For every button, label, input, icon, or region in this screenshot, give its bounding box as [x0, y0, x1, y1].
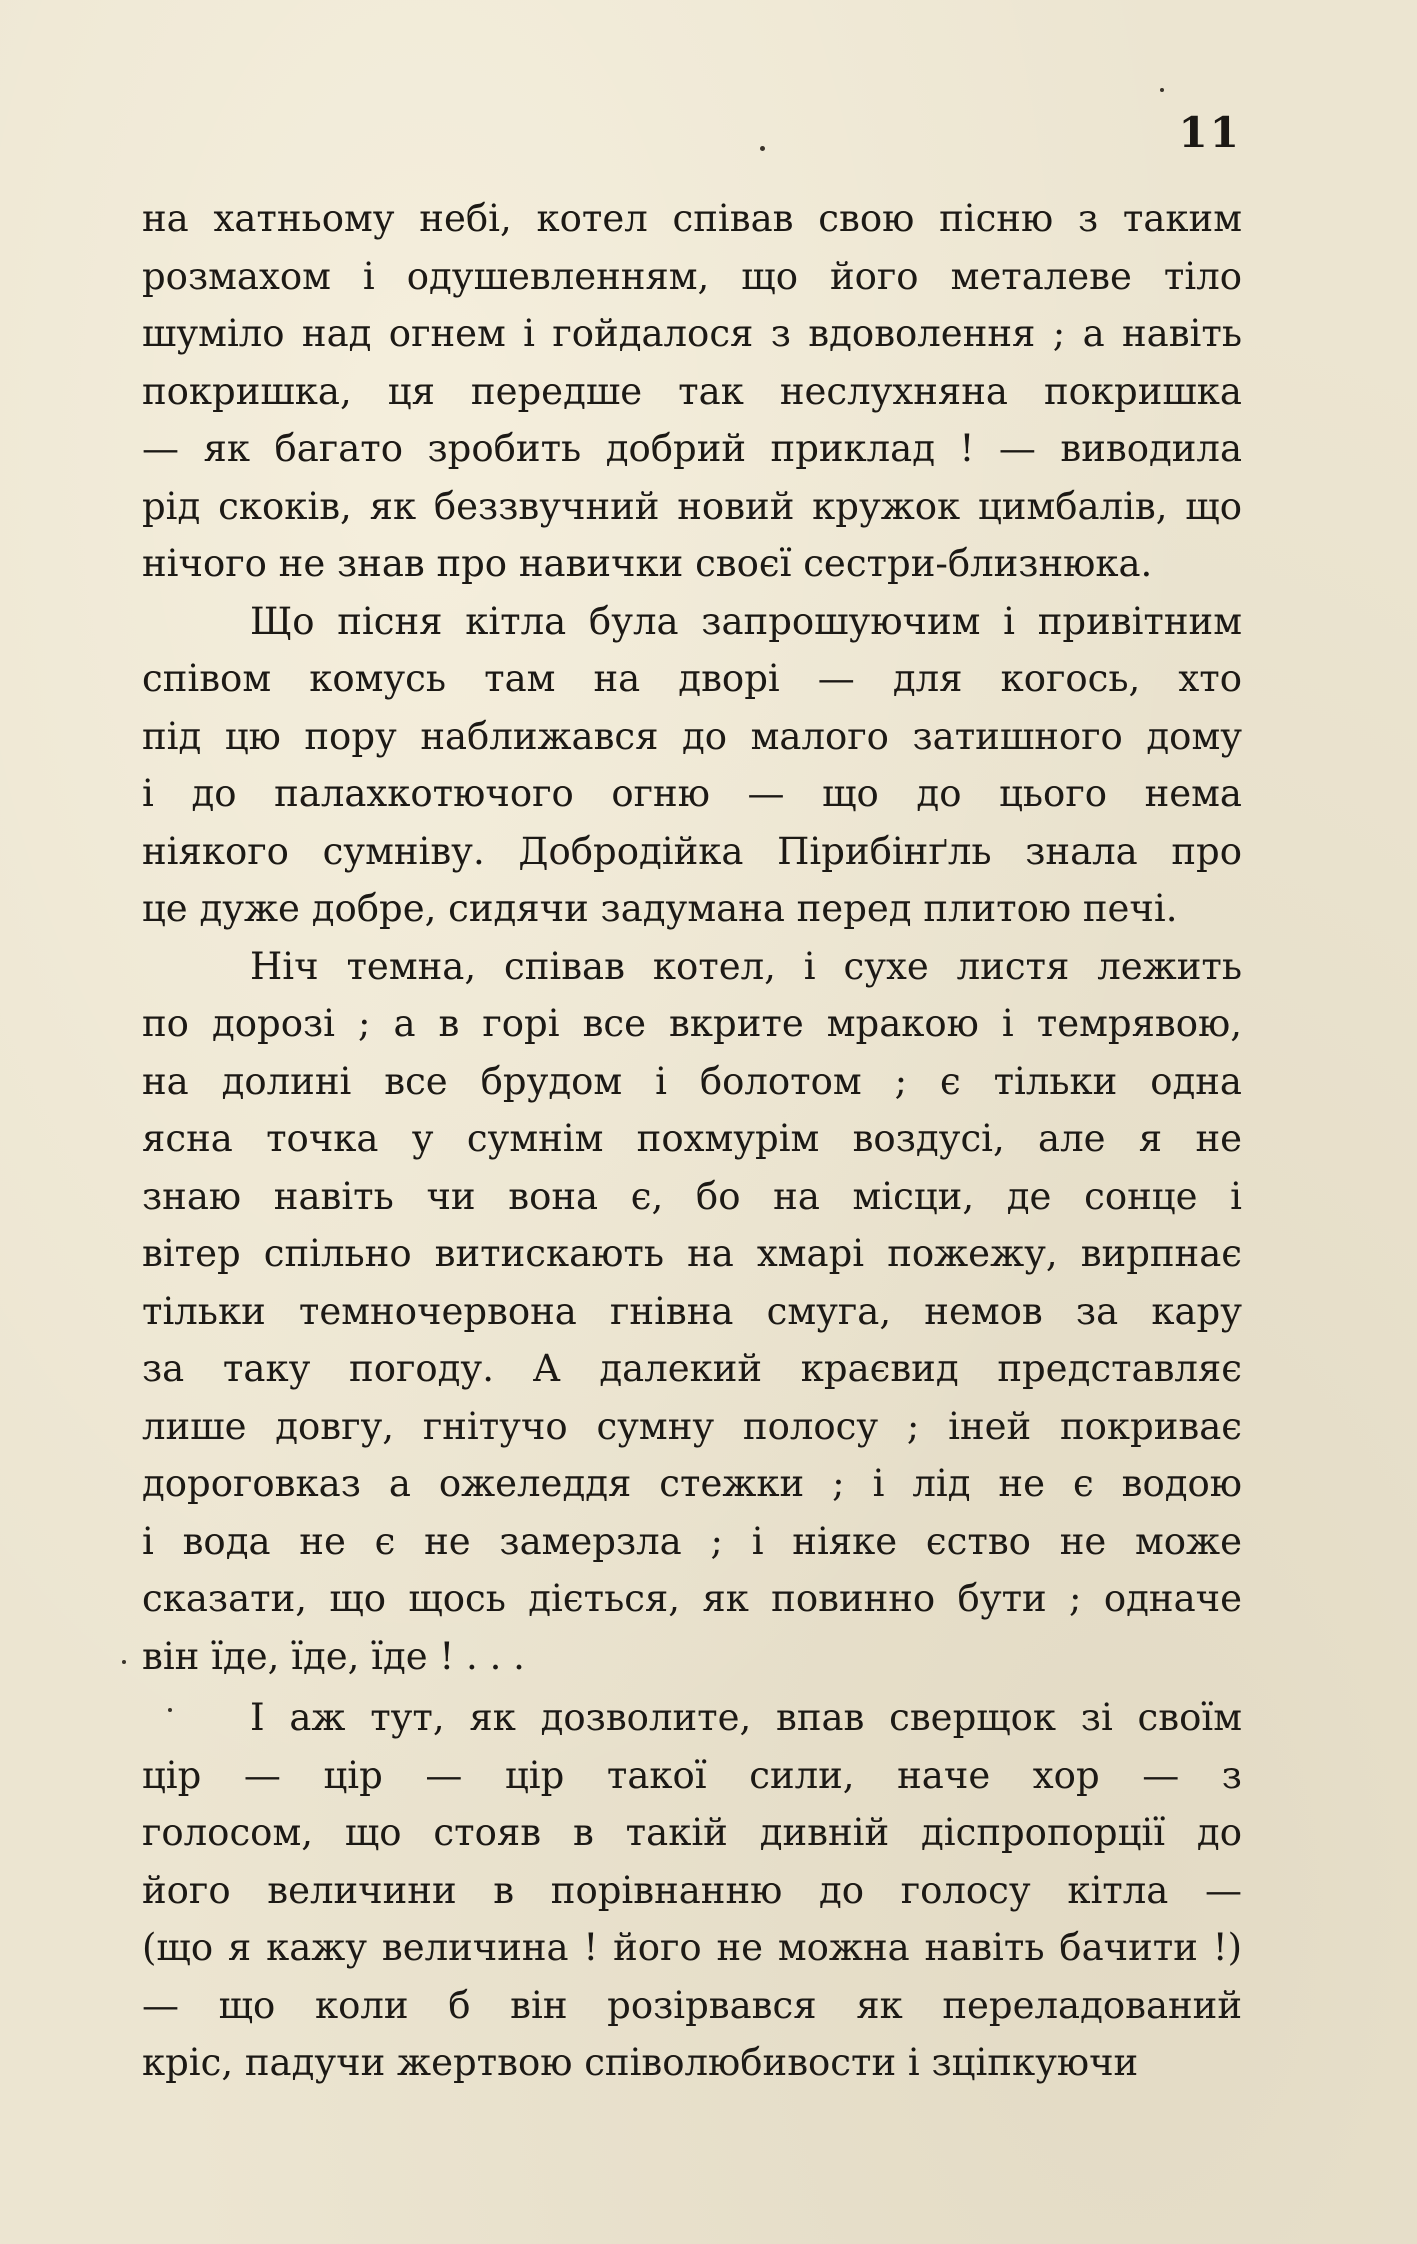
text-line: (що я кажу величина ! його не можна навіть бачити !): [142, 1926, 1242, 1969]
text-line: дороговказ а ожеледдя стежки ; і лід не є водою: [142, 1462, 1242, 1505]
text-line: — як багато зробить добрий приклад ! — виводила: [142, 427, 1242, 470]
text-line: його величини в порівнанню до голосу кітла —: [142, 1868, 1242, 1912]
text-line: це дуже добре, сидячи задумана перед плитою печі.: [142, 887, 1178, 930]
text-line: Що пісня кітла була запрошуючим і привітним: [250, 599, 1242, 643]
text-line: розмахом і одушевленням, що його металеве тіло: [142, 254, 1242, 298]
text-line: І аж тут, як дозволите, впав сверщок зі своїм: [250, 1696, 1242, 1739]
text-line: він їде, їде, їде ! . . .: [142, 1634, 525, 1678]
text-line: голосом, що стояв в такій дивній діспропорції до: [142, 1811, 1242, 1854]
paragraph: [142, 938, 1242, 1686]
text-line: на долині все брудом і болотом ; є тільки одна: [142, 1059, 1242, 1103]
body-text: [142, 190, 1242, 2092]
text-line: рід скоків, як беззвучний новий кружок цимбалів, що: [142, 484, 1242, 528]
text-line: під цю пору наближався до малого затишного дому: [142, 714, 1242, 758]
text-line: і до палахкотючого огню — що до цього нема: [142, 772, 1242, 815]
paragraph: [142, 593, 1242, 938]
ink-speck: [1160, 88, 1164, 92]
text-line: ніякого сумніву. Добродійка Пірибінґль знала про: [142, 829, 1242, 873]
text-line: лише довгу, гнітучо сумну полосу ; іней покриває: [142, 1404, 1242, 1448]
text-line: — що коли б він розірвався як переладований: [142, 1983, 1242, 2027]
text-line: тільки темночервона гнівна смуга, немов за кару: [142, 1289, 1242, 1333]
text-line: нічого не знав про навички своєї сестри-близнюка.: [142, 542, 1153, 585]
text-line: і вода не є не замерзла ; і ніяке єство не може: [142, 1519, 1242, 1563]
text-line: покришка, ця передше так неслухняна покришка: [142, 369, 1242, 413]
paragraph: [142, 190, 1242, 593]
page-number: 11: [1178, 108, 1241, 157]
ink-speck: [760, 146, 765, 151]
text-line: ясна точка у сумнім похмурім воздусі, але я не: [142, 1117, 1242, 1160]
text-line: кріс, падучи жертвою співолюбивости і зціпкуючи: [142, 2041, 1139, 2084]
text-line: цір — цір — цір такої сили, наче хор — з: [142, 1753, 1242, 1797]
text-line: знаю навіть чи вона є, бо на місци, де сонце і: [142, 1174, 1242, 1218]
ink-speck: [122, 1660, 126, 1664]
text-line: за таку погоду. А далекий краєвид представляє: [142, 1347, 1242, 1390]
paragraph: [142, 1689, 1242, 2092]
text-line: сказати, що щось діється, як повинно бути ; одначе: [142, 1577, 1242, 1620]
text-line: по дорозі ; а в горі все вкрите мракою і темрявою,: [142, 1002, 1242, 1045]
text-line: Ніч темна, співав котел, і сухе листя лежить: [250, 944, 1242, 988]
text-line: вітер спільно витискають на хмарі пожежу, вирпнає: [142, 1232, 1242, 1275]
text-line: на хатньому небі, котел співав свою пісню з таким: [142, 197, 1242, 240]
text-line: шуміло над огнем і гойдалося з вдоволення ; а навіть: [142, 312, 1242, 355]
text-line: співом комусь там на дворі — для когось, хто: [142, 657, 1242, 700]
